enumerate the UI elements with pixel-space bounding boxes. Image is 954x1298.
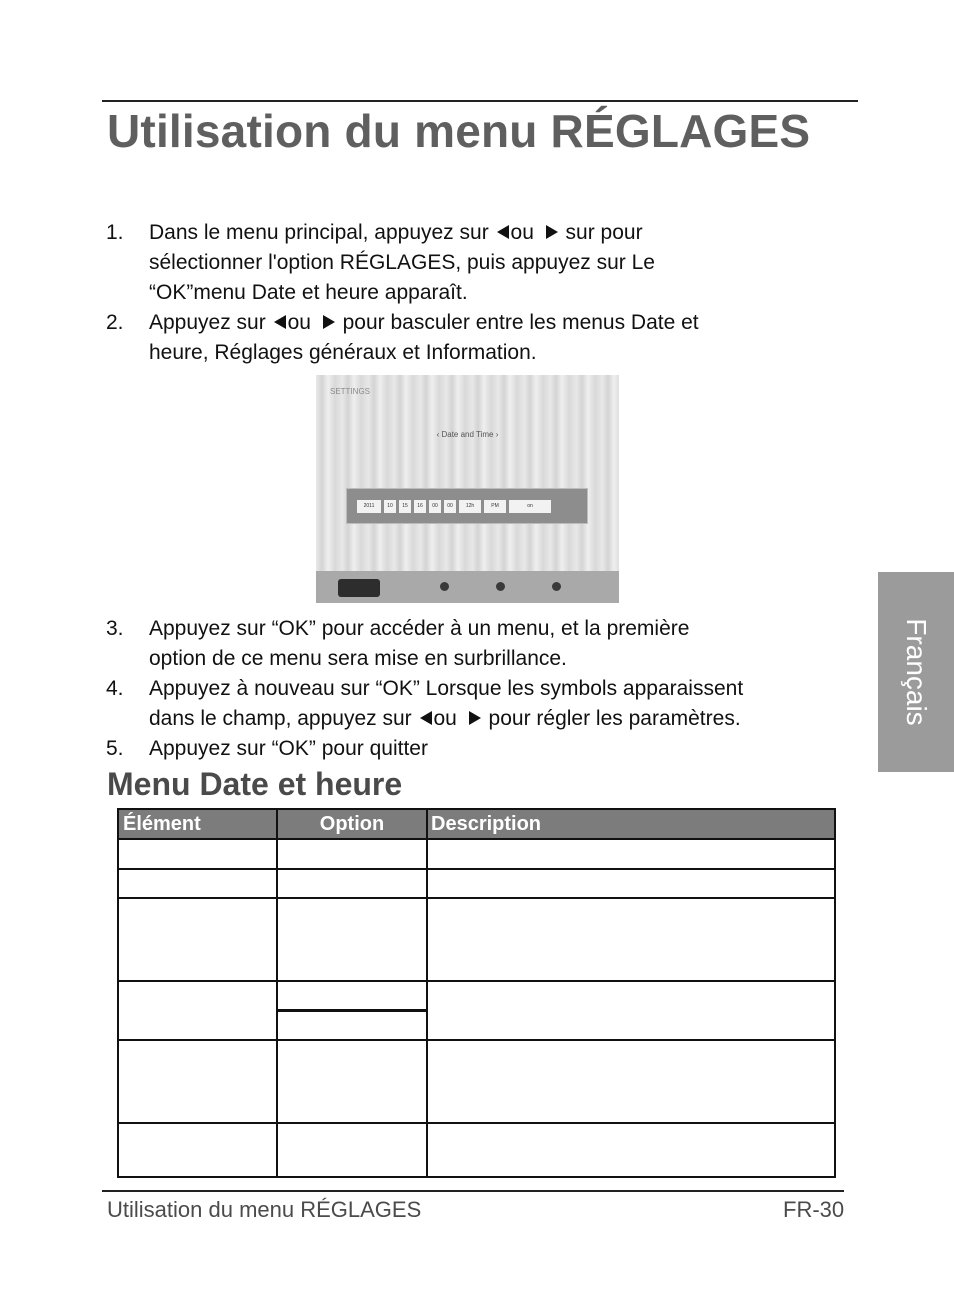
step-text: pour régler les paramètres. bbox=[482, 707, 741, 730]
field-cell: 2011 bbox=[357, 500, 381, 513]
step-text: heure, Réglages généraux et Information. bbox=[149, 341, 537, 364]
step-number: 2. bbox=[106, 311, 124, 334]
table-row-divider bbox=[119, 980, 834, 982]
top-rule bbox=[102, 100, 858, 102]
step-text: dans le champ, appuyez sur bbox=[149, 707, 418, 730]
page-title: Utilisation du menu RÉGLAGES bbox=[107, 105, 811, 157]
step-text: Appuyez à nouveau sur “OK” Lorsque les symbols apparaissent bbox=[149, 677, 744, 700]
settings-screenshot bbox=[316, 375, 619, 603]
language-label: Français bbox=[901, 618, 932, 726]
date-time-fields bbox=[357, 500, 577, 513]
left-arrow-icon bbox=[497, 225, 509, 239]
step-item bbox=[106, 218, 846, 308]
step-text: ou bbox=[510, 221, 540, 244]
step-item bbox=[106, 614, 846, 674]
language-tab bbox=[878, 572, 954, 772]
instruction-list-first bbox=[106, 218, 846, 368]
field-cell: 10 bbox=[384, 500, 396, 513]
step-number: 3. bbox=[106, 617, 124, 640]
step-text: Dans le menu principal, appuyez sur bbox=[149, 221, 495, 244]
footer-section-title: Utilisation du menu RÉGLAGES bbox=[107, 1197, 422, 1222]
field-cell: 15 bbox=[399, 500, 411, 513]
step-text: ou bbox=[433, 707, 463, 730]
date-time-bar bbox=[346, 488, 588, 524]
screenshot-menu-title: ‹ Date and Time › bbox=[436, 430, 499, 439]
table-row-divider bbox=[119, 838, 834, 840]
step-text: pour basculer entre les menus Date et bbox=[336, 311, 699, 334]
step-item bbox=[106, 308, 846, 368]
step-item bbox=[106, 674, 846, 734]
step-number: 4. bbox=[106, 677, 124, 700]
field-cell: on bbox=[509, 500, 551, 513]
table-header-description: Description bbox=[428, 810, 834, 838]
field-cell: 00 bbox=[444, 500, 456, 513]
left-arrow-icon bbox=[274, 315, 286, 329]
field-cell: 12h bbox=[459, 500, 481, 513]
step-text: option de ce menu sera mise en surbrillance. bbox=[149, 647, 567, 670]
footer-rule bbox=[102, 1190, 844, 1192]
left-arrow-icon bbox=[420, 711, 432, 725]
dock-icon bbox=[552, 582, 561, 591]
step-text: Appuyez sur “OK” pour quitter bbox=[149, 737, 428, 760]
step-number: 5. bbox=[106, 737, 124, 760]
dock-icon bbox=[496, 582, 505, 591]
step-text: Appuyez sur bbox=[149, 311, 272, 334]
table-row-divider bbox=[119, 897, 834, 899]
step-text: sur pour bbox=[559, 221, 643, 244]
right-arrow-icon bbox=[546, 225, 558, 239]
right-arrow-icon bbox=[469, 711, 481, 725]
table-row-divider bbox=[119, 868, 834, 870]
table-row-divider bbox=[119, 1039, 834, 1041]
right-arrow-icon bbox=[323, 315, 335, 329]
settings-table bbox=[117, 808, 836, 1178]
step-text: sélectionner l'option RÉGLAGES, puis appuyez sur Le bbox=[149, 251, 655, 274]
screenshot-label: SETTINGS bbox=[330, 387, 371, 396]
field-cell: 00 bbox=[429, 500, 441, 513]
step-text: Appuyez sur “OK” pour accéder à un menu, et la première bbox=[149, 617, 690, 640]
step-text: ou bbox=[287, 311, 317, 334]
field-cell: PM bbox=[484, 500, 506, 513]
dock-icon bbox=[440, 582, 449, 591]
instruction-list-second bbox=[106, 614, 846, 764]
step-item bbox=[106, 734, 846, 764]
screenshot-dock bbox=[316, 571, 619, 603]
table-header-option: Option bbox=[278, 810, 426, 838]
table-row-divider bbox=[276, 1009, 426, 1012]
table-row-divider bbox=[119, 1122, 834, 1124]
field-cell: 16 bbox=[414, 500, 426, 513]
step-number: 1. bbox=[106, 221, 124, 244]
clock-icon bbox=[338, 579, 380, 597]
step-text: “OK”menu Date et heure apparaît. bbox=[149, 281, 468, 304]
page-number: FR-30 bbox=[783, 1197, 845, 1222]
table-header-element: Élément bbox=[119, 810, 276, 838]
section-title: Menu Date et heure bbox=[107, 766, 403, 802]
